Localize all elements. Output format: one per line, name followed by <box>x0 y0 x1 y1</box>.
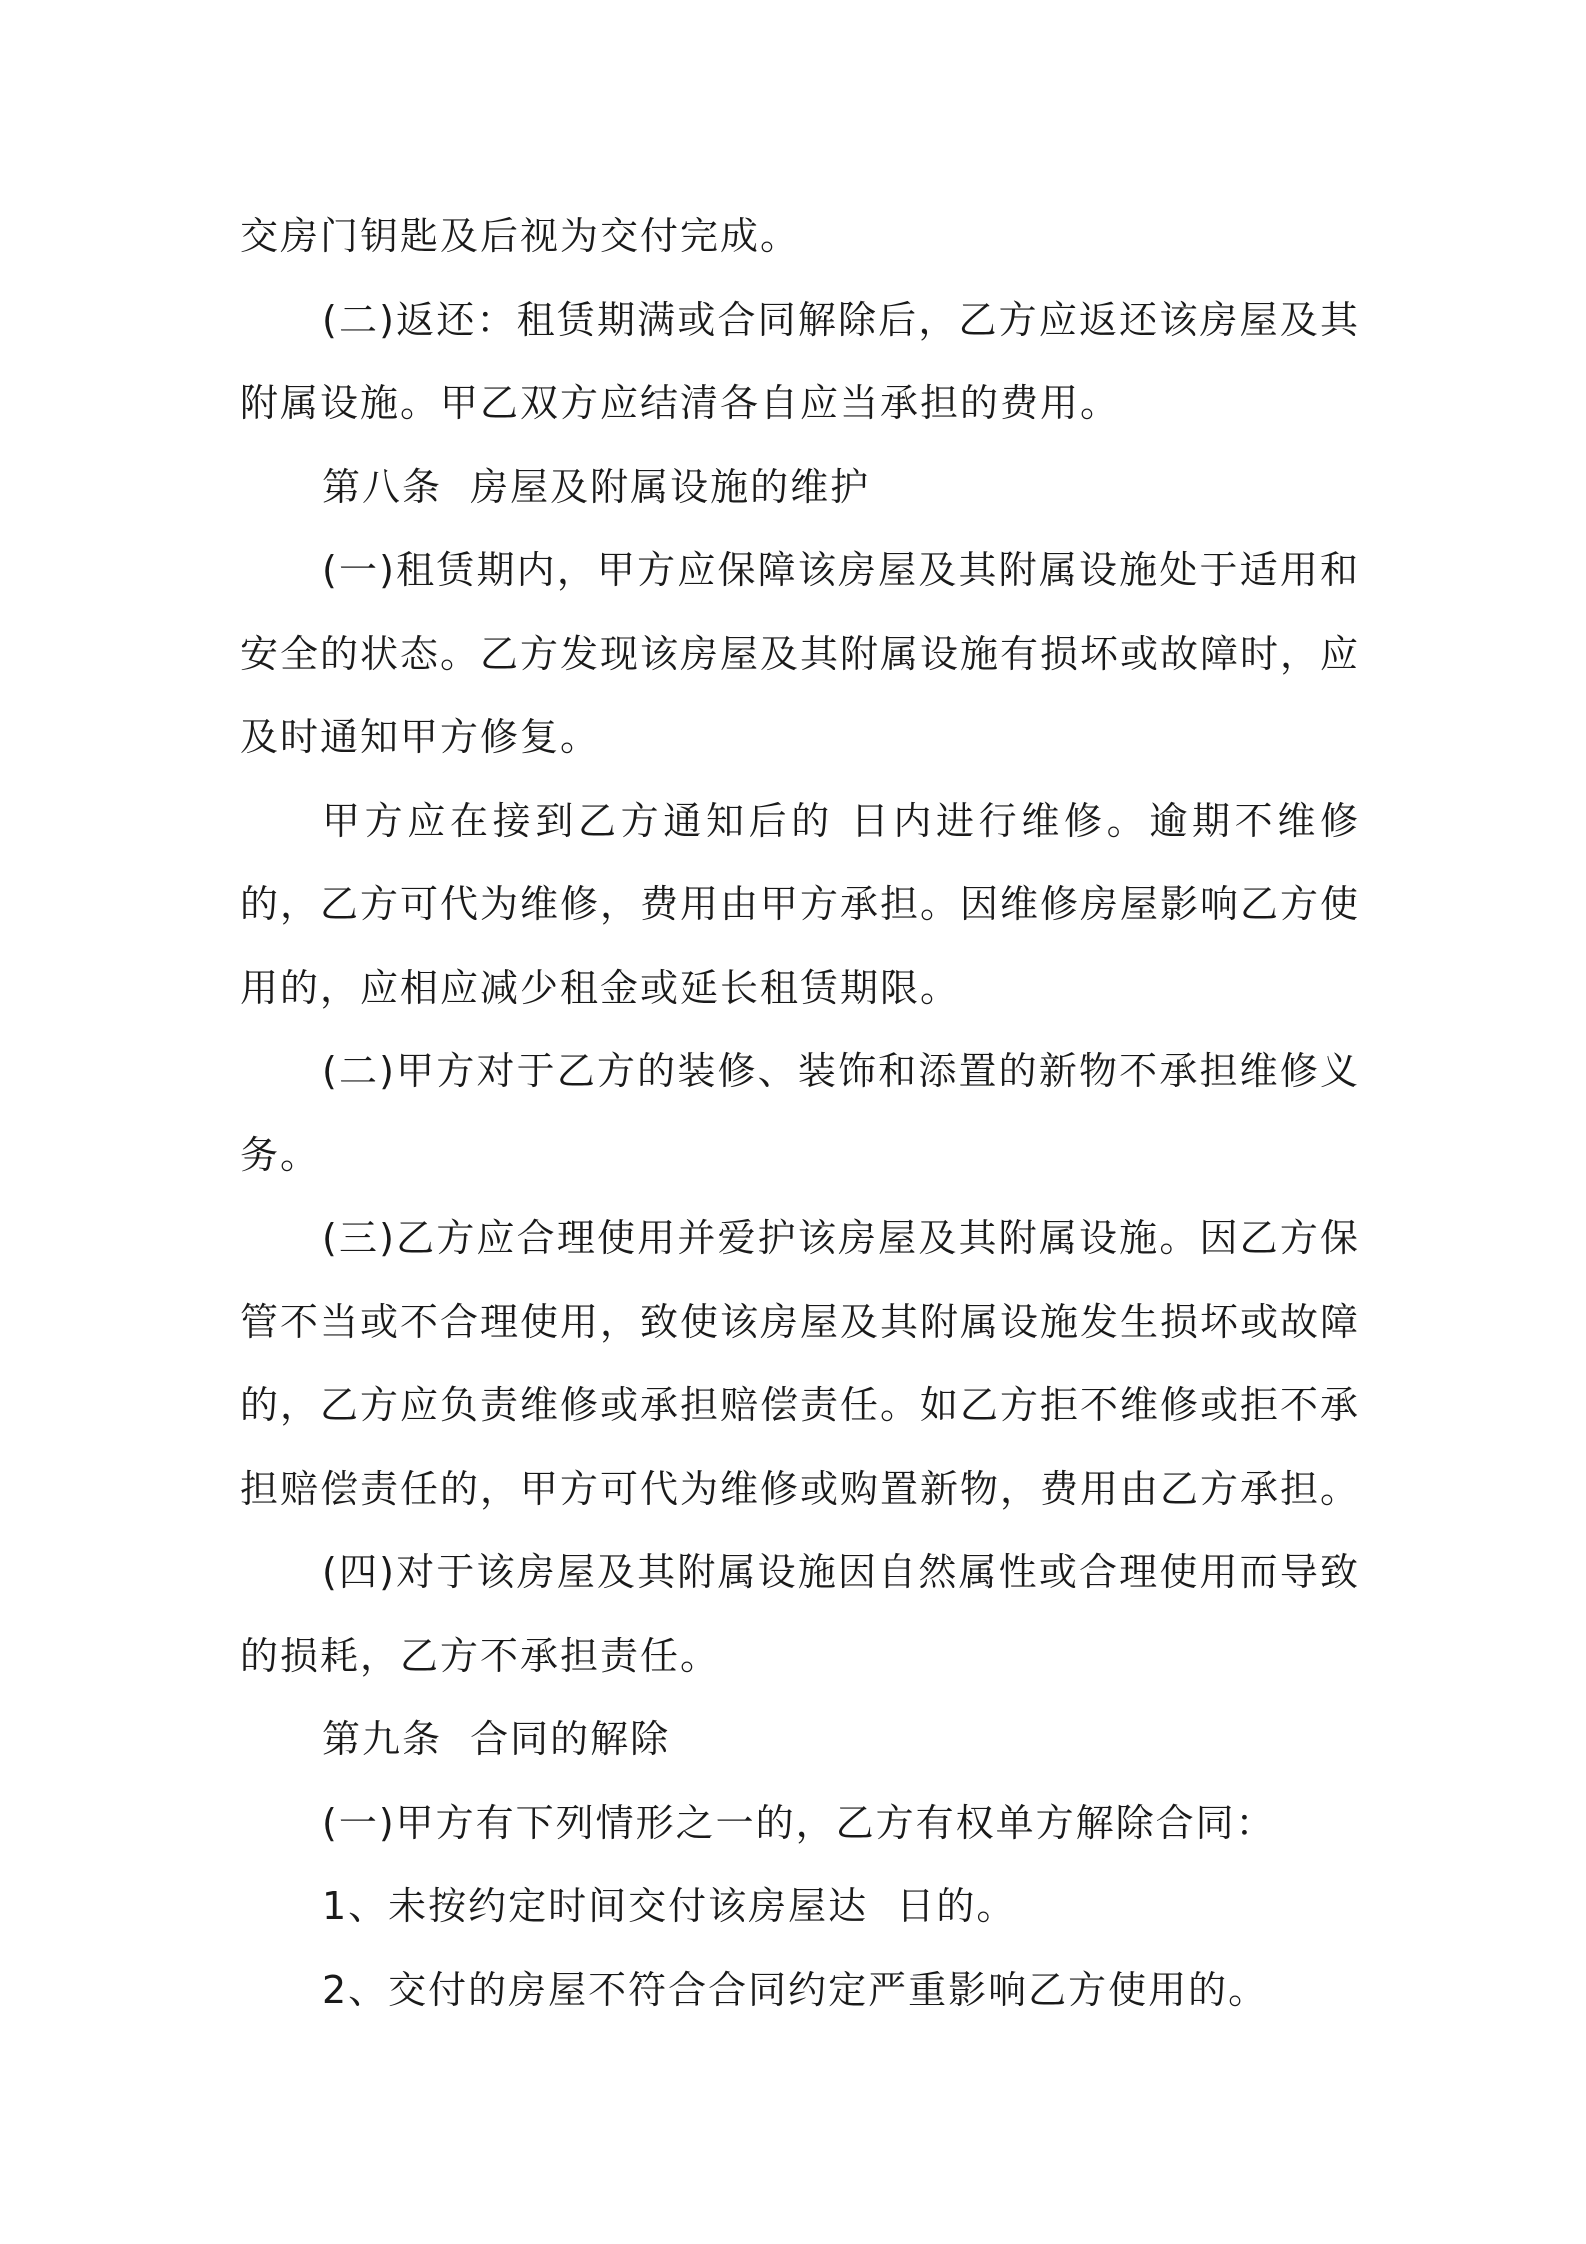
paragraph-delivery-complete: 交房门钥匙及后视为交付完成。 <box>240 214 801 258</box>
paragraph-9-1: (一)甲方有下列情形之一的，乙方有权单方解除合同： <box>322 1800 1276 1845</box>
paragraph-8-4: (四)对于该房屋及其附属设施因自然属性或合理使用而导致的损耗，乙方不承担责任。 <box>240 1550 1360 1678</box>
document-page <box>240 195 1360 2032</box>
paragraph-8-3: (三)乙方应合理使用并爱护该房屋及其附属设施。因乙方保管不当或不合理使用，致使该房屋及其附属设施发生损坏或故障的，乙方应负责维修或承担赔偿责任。如乙方拒不维修或拒不承担赔偿责任的，甲方可代为维修或购置新物，费用由乙方承担。 <box>240 1216 1361 1511</box>
list-item-9-1-2: 2、交付的房屋不符合合同约定严重影响乙方使用的。 <box>322 1967 1269 2012</box>
list-item-9-1-1: 1、未按约定时间交付该房屋达 日的。 <box>322 1884 1017 1928</box>
article-9-heading: 第九条 合同的解除 <box>322 1717 671 1761</box>
paragraph-8-1: (一)租赁期内，甲方应保障该房屋及其附属设施处于适用和安全的状态。乙方发现该房屋及其附属设施有损坏或故障时，应及时通知甲方修复。 <box>240 548 1361 759</box>
article-8-heading: 第八条 房屋及附属设施的维护 <box>322 464 871 509</box>
paragraph-8-2: (二)甲方对于乙方的装修、装饰和添置的新物不承担维修义务。 <box>240 1049 1360 1177</box>
paragraph-8-1-repair: 甲方应在接到乙方通知后的 日内进行维修。逾期不维修的，乙方可代为维修，费用由甲方承担。因维修房屋影响乙方使用的，应相应减少租金或延长租赁期限。 <box>240 798 1361 1010</box>
paragraph-return: (二)返还：租赁期满或合同解除后，乙方应返还该房屋及其附属设施。甲乙双方应结清各自应当承担的费用。 <box>240 297 1360 425</box>
